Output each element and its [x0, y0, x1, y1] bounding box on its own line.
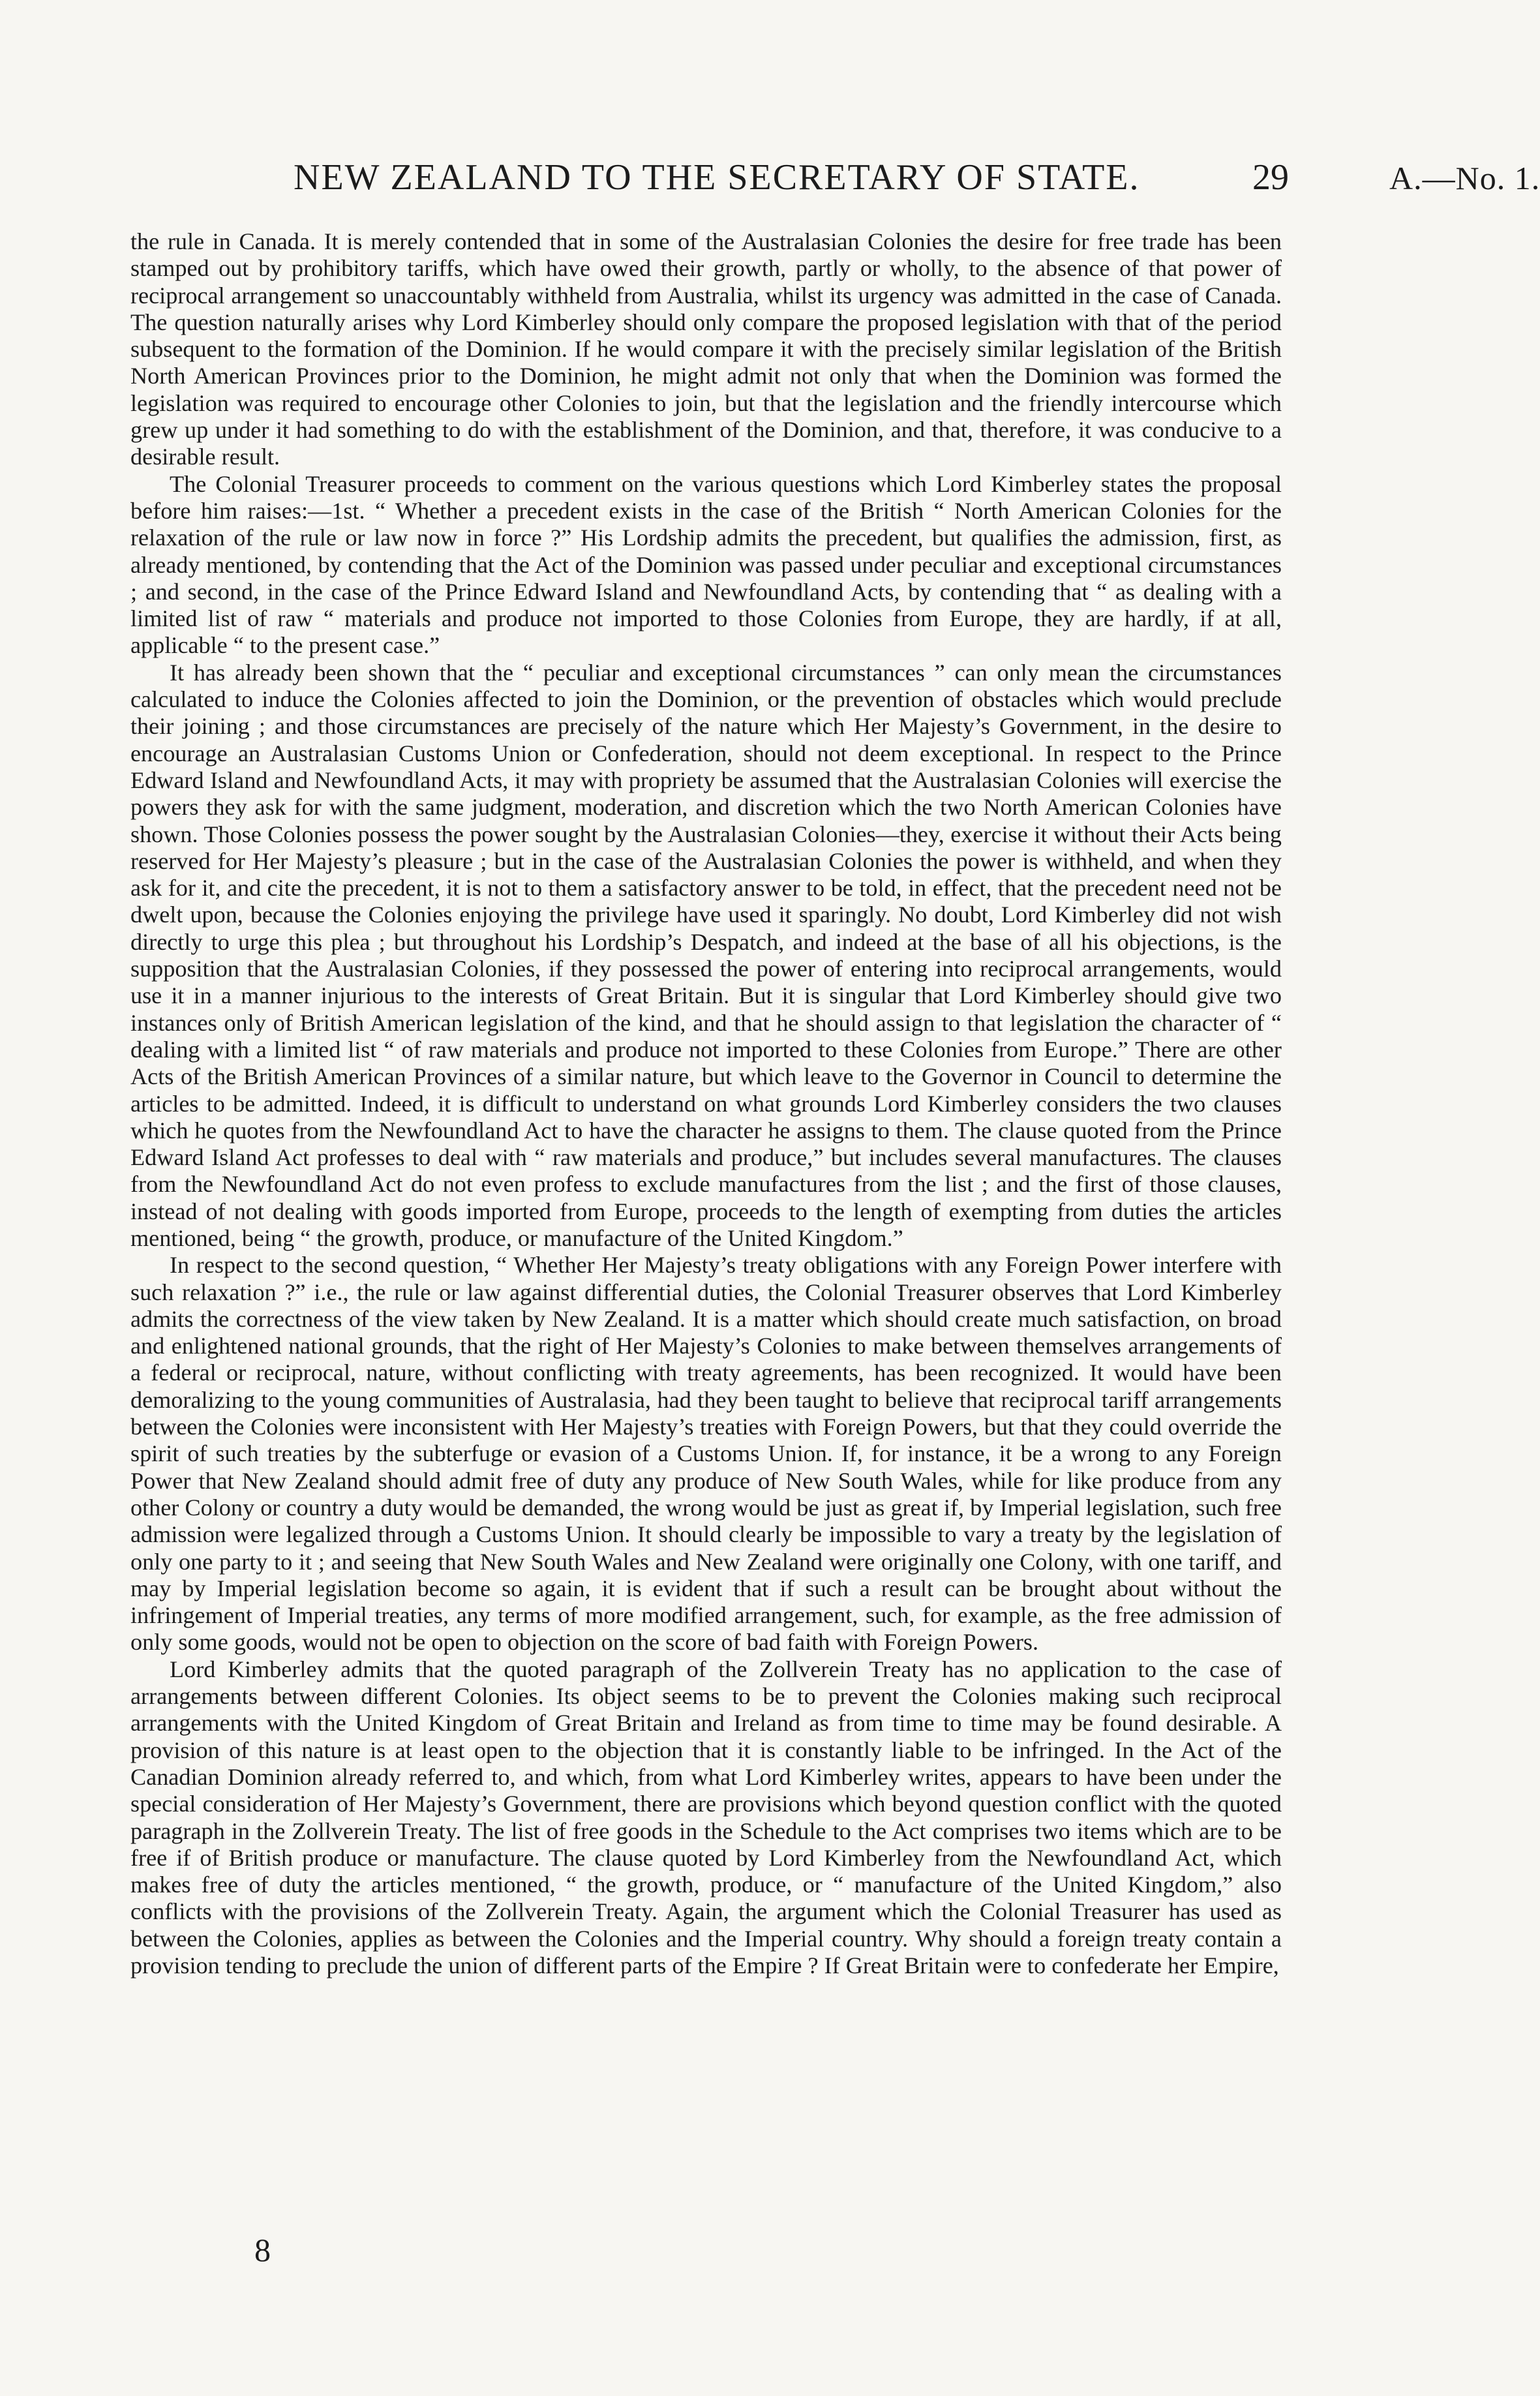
paragraph: Lord Kimberley admits that the quoted paragraph of the Zollverein Treaty has no application to the case of arrangements between different Colonies. Its object seems to be to prevent the Colonies making such reciprocal arrangements with the United Kingdom of Great Britain and Ireland as from time to time may be found desirable. A provision of this nature is at least open to the objection that it is constantly liable to be infringed. In the Act of the Canadian Dominion already referred to, and which, from what Lord Kimberley writes, appears to have been under the special consideration of Her Majesty’s Government, there are provisions which beyond question conflict with the quoted paragraph in the Zollverein Treaty. The list of free goods in the Schedule to the Act comprises two items which are to be free if of British produce or manufacture. The clause quoted by Lord Kimberley from the Newfoundland Act, which makes free of duty the articles mentioned, “ the growth, produce, or “ manufacture of the United Kingdom,” also conflicts with the provisions of the Zollverein Treaty. Again, the argument which the Colonial Treasurer has used as between the Colonies, applies as between the Colonies and the Imperial country. Why should a foreign treaty contain a provision tending to preclude the union of different parts of the Empire ? If Great Britain were to confederate her Empire, [130, 1656, 1282, 1979]
paragraph: It has already been shown that the “ peculiar and exceptional circumstances ” can only mean the circumstances calculated to induce the Colonies affected to join the Dominion, or the prevention of obstacles which would preclude their joining ; and those circumstances are precisely of the nature which Her Majesty’s Government, in the desire to encourage an Australasian Customs Union or Confederation, should not deem exceptional. In respect to the Prince Edward Island and Newfoundland Acts, it may with propriety be assumed that the Australasian Colonies will exercise the powers they ask for with the same judgment, moderation, and discretion which the two North American Colonies have shown. Those Colonies possess the power sought by the Australasian Colonies—they, exercise it without their Acts being reserved for Her Majesty’s pleasure ; but in the case of the Australasian Colonies the power is withheld, and when they ask for it, and cite the precedent, it is not to them a satisfactory answer to be told, in effect, that the precedent need not be dwelt upon, because the Colonies enjoying the privilege have used it sparingly. No doubt, Lord Kimberley did not wish directly to urge this plea ; but throughout his Lordship’s Despatch, and indeed at the base of all his objections, is the supposition that the Australasian Colonies, if they possessed the power of entering into reciprocal arrangements, would use it in a manner injurious to the interests of Great Britain. But it is singular that Lord Kimberley should give two instances only of British American legislation of the kind, and that he should assign to that legislation the character of “ dealing with a limited list “ of raw materials and produce not imported to these Colonies from Europe.” There are other Acts of the British American Provinces of a similar nature, but which leave to the Governor in Council to determine the articles to be admitted. Indeed, it is difficult to understand on what grounds Lord Kimberley considers the two clauses which he quotes from the Newfoundland Act to have the character he assigns to them. The clause quoted from the Prince Edward Island Act professes to deal with “ raw materials and produce,” but includes several manufactures. The clauses from the Newfoundland Act do not even profess to exclude manufactures from the list ; and the first of those clauses, instead of not dealing with goods imported from Europe, proceeds to the length of exempting from duties the articles mentioned, being “ the growth, produce, or manufacture of the United Kingdom.” [130, 659, 1282, 1251]
header-title: NEW ZEALAND TO THE SECRETARY OF STATE. [294, 157, 1140, 198]
page-number: 29 [1252, 157, 1289, 198]
signature-mark: 8 [254, 2232, 271, 2268]
paragraph-continuation: the rule in Canada. It is merely contended that in some of the Australasian Colonies the desire for free trade has been stamped out by prohibitory tariffs, which have owed their growth, partly or wholly, to the absence of that power of reciprocal arrangement so unaccountably withheld from Australia, whilst its urgency was admitted in the case of Canada. The question naturally arises why Lord Kimberley should only compare the proposed legislation with that of the period subsequent to the formation of the Dominion. If he would compare it with the precisely similar legislation of the British North American Provinces prior to the Dominion, he might admit not only that when the Dominion was formed the legislation was required to encourage other Colonies to join, but that the legislation and the friendly intercourse which grew up under it had something to do with the establishment of the Dominion, and that, therefore, it was conducive to a desirable result. [130, 228, 1282, 470]
running-header [130, 157, 1540, 209]
document-reference: A.—No. 1. [1389, 160, 1540, 196]
paragraph: In respect to the second question, “ Whether Her Majesty’s treaty obligations with any Foreign Power interfere with such relaxation ?” i.e., the rule or law against differential duties, the Colonial Treasurer observes that Lord Kimberley admits the correctness of the view taken by New Zealand. It is a matter which should create much satisfaction, on broad and enlightened national grounds, that the right of Her Majesty’s Colonies to make between themselves arrangements of a federal or reciprocal, nature, without conflicting with treaty agreements, has been recognized. It would have been demoralizing to the young communities of Australasia, had they been taught to believe that reciprocal tariff arrangements between the Colonies were inconsistent with Her Majesty’s treaties with Foreign Powers, but that they could override the spirit of such treaties by the subterfuge or evasion of a Customs Union. If, for instance, it be a wrong to any Foreign Power that New Zealand should admit free of duty any produce of New South Wales, while for like produce from any other Colony or country a duty would be demanded, the wrong would be just as great if, by Imperial legislation, such free admission were legalized through a Customs Union. It should clearly be impossible to vary a treaty by the legislation of only one party to it ; and seeing that New South Wales and New Zealand were originally one Colony, with one tariff, and may by Imperial legislation become so again, it is evident that if such a result can be brought about without the infringement of Imperial treaties, any terms of more modified arrangement, such, for example, as the free admission of only some goods, would not be open to objection on the score of bad faith with Foreign Powers. [130, 1252, 1282, 1656]
body-text [130, 228, 1282, 1979]
paragraph: The Colonial Treasurer proceeds to comment on the various questions which Lord Kimberley states the proposal before him raises:—1st. “ Whether a precedent exists in the case of the British “ North American Colonies for the relaxation of the rule or law now in force ?” His Lordship admits the precedent, but qualifies the admission, first, as already mentioned, by contending that the Act of the Dominion was passed under peculiar and exceptional circumstances ; and second, in the case of the Prince Edward Island and Newfoundland Acts, by contending that “ as dealing with a limited list of raw “ materials and produce not imported to those Colonies from Europe, they are hardly, if at all, applicable “ to the present case.” [130, 470, 1282, 659]
